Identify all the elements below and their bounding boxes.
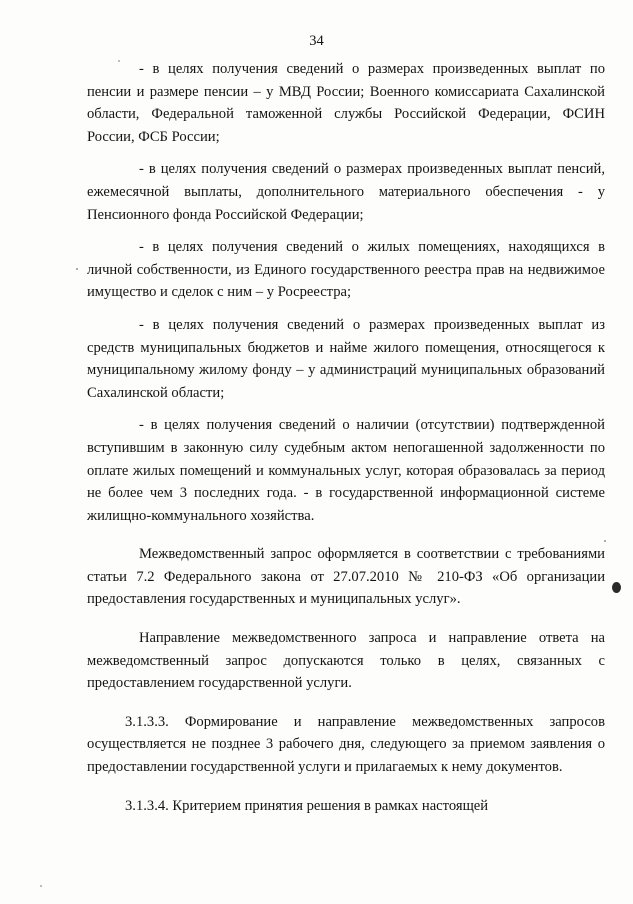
paragraph-mvd-pension: - в целях получения сведений о размерах произведенных выплат по пенсии и размере пенсии – у МВД России; Военного комиссариата Сахалинской области, Федеральной таможенной службы Российской Федерации, ФСИН России, ФСБ России;: [87, 61, 605, 145]
paragraph-municipal-budgets: - в целях получения сведений о размерах произведенных выплат из средств муниципальных бюджетов и найме жилого помещения, относящегося к муниципальному жилому фонду – у администраций муниципальных образований Сахалинской области;: [87, 316, 605, 401]
paragraph-3-1-3-3: 3.1.3.3. Формирование и направление межведомственных запросов осуществляется не позднее 3 рабочего дня, следующего за приемом заявления о предоставлении государственной услуги и прилагаемых к нему документов.: [87, 713, 605, 776]
page-number: 34: [309, 33, 324, 49]
paragraph-housing-debt: - в целях получения сведений о наличии (отсутствии) подтвержденной вступившим в законную силу судебным актом непогашенной задолженности по оплате жилых помещений и коммунальных услуг, которая образовалась за период не более чем 3 последних года. - в государственной информационной системе жилищно-коммунального хозяйства.: [87, 417, 605, 524]
paragraph-pension-fund: - в целях получения сведений о размерах произведенных выплат пенсий, ежемесячной выплаты, дополнительного материального обеспечения - у Пенсионного фонда Российской Федерации;: [87, 161, 605, 223]
scan-speck: [604, 540, 606, 542]
paragraph-interagency-request: Межведомственный запрос оформляется в соответствии с требованиями статьи 7.2 Федерального закона от 27.07.2010 № 210-ФЗ «Об организации предоставления государственных и муниципальных услуг».: [87, 546, 605, 608]
scan-speck: [40, 885, 42, 887]
document-body: [87, 58, 605, 817]
scan-speck: [76, 268, 78, 270]
scan-speck: [118, 60, 120, 62]
paragraph-request-direction: Направление межведомственного запроса и направление ответа на межведомственный запрос допускаются только в целях, связанных с предоставлением государственной услуги.: [87, 630, 605, 692]
paragraph-rosreestr: - в целях получения сведений о жилых помещениях, находящихся в личной собственности, из Единого государственного реестра прав на недвижимое имущество и сделок с ним – у Росреестра;: [87, 239, 605, 301]
scan-speck: [612, 582, 621, 593]
paragraph-3-1-3-4: 3.1.3.4. Критерием принятия решения в рамках настоящей: [125, 797, 489, 814]
